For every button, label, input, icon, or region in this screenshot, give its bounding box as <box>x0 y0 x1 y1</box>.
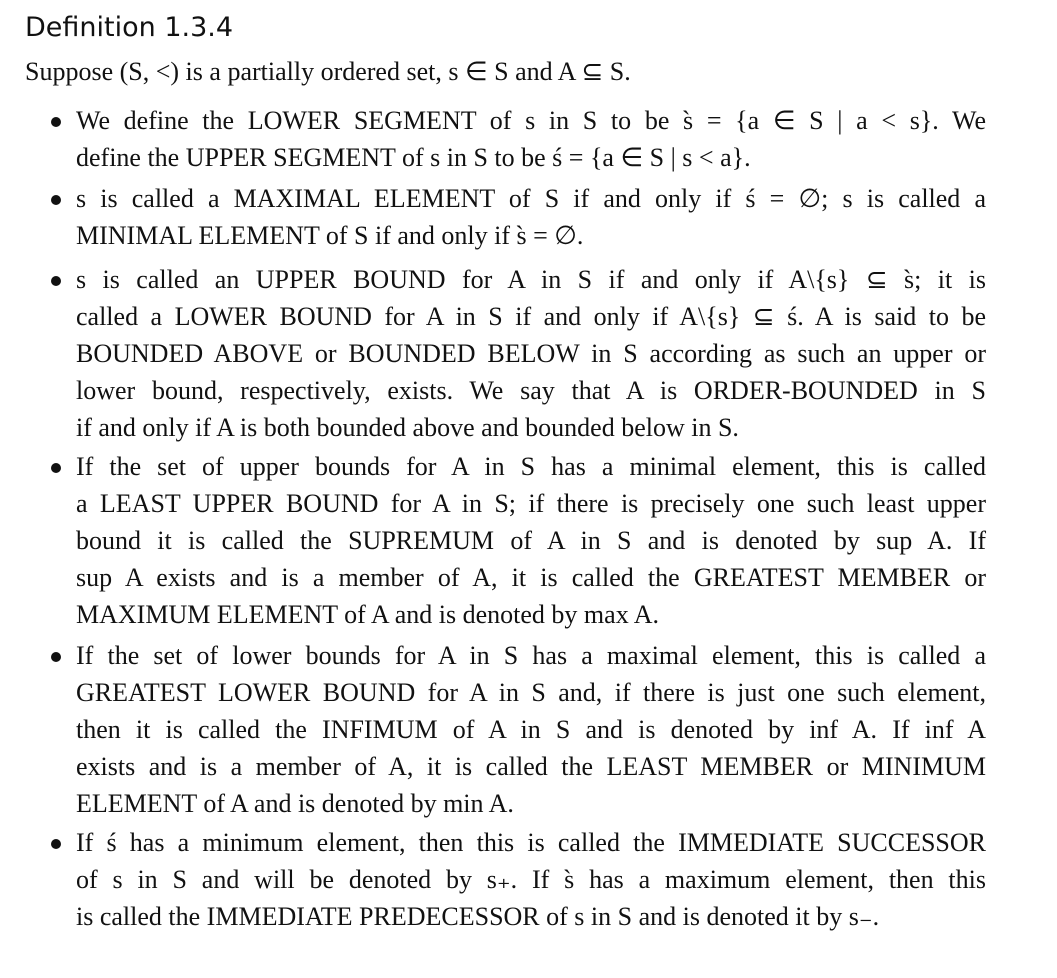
text-line: ELEMENT of A and is denoted by min A. <box>76 789 514 818</box>
definition-intro: Suppose (S, <) is a partially ordered set, s ∈ S and A ⊆ S. <box>25 57 631 86</box>
list-item-text <box>76 824 986 935</box>
text-line: MAXIMUM ELEMENT of A and is denoted by max A. <box>76 600 660 629</box>
bullet-icon <box>51 839 61 849</box>
text-line: lower bound, respectively, exists. We say that A is ORDER-BOUNDED in S <box>76 376 986 405</box>
list-item-text <box>76 448 986 633</box>
text-line: define the UPPER SEGMENT of s in S to be ś = {a ∈ S | s < a}. <box>76 143 751 172</box>
text-line: of s in S and will be denoted by s₊. If s̀ has a maximum element, then this <box>76 865 986 894</box>
text-line: If the set of upper bounds for A in S has a minimal element, this is called <box>76 452 986 481</box>
bullet-icon <box>51 276 61 286</box>
text-line: if and only if A is both bounded above and bounded below in S. <box>76 413 739 442</box>
text-line: s is called an UPPER BOUND for A in S if and only if A\{s} ⊆ s̀; it is <box>76 265 986 294</box>
list-item-text <box>76 180 986 254</box>
bullet-icon <box>51 195 61 205</box>
text-line: called a LOWER BOUND for A in S if and only if A\{s} ⊆ ś. A is said to be <box>76 302 986 331</box>
text-line: sup A exists and is a member of A, it is called the GREATEST MEMBER or <box>76 563 986 592</box>
text-line: MINIMAL ELEMENT of S if and only if s̀ = ∅. <box>76 221 584 250</box>
text-line: We define the LOWER SEGMENT of s in S to be s̀ = {a ∈ S | a < s}. We <box>76 106 986 135</box>
list-item-text <box>76 102 986 176</box>
text-line: is called the IMMEDIATE PREDECESSOR of s in S and is denoted it by s₋. <box>76 902 880 931</box>
text-line: GREATEST LOWER BOUND for A in S and, if there is just one such element, <box>76 678 986 707</box>
text-line: s is called a MAXIMAL ELEMENT of S if and only if ś = ∅; s is called a <box>76 184 986 213</box>
text-line: a LEAST UPPER BOUND for A in S; if there is precisely one such least upper <box>76 489 986 518</box>
bullet-icon <box>51 117 61 127</box>
list-item-text <box>76 637 986 822</box>
text-line: If the set of lower bounds for A in S has a maximal element, this is called a <box>76 641 986 670</box>
text-line: If ś has a minimum element, then this is called the IMMEDIATE SUCCESSOR <box>76 828 986 857</box>
text-line: then it is called the INFIMUM of A in S and is denoted by inf A. If inf A <box>76 715 986 744</box>
definition-heading: Definition 1.3.4 <box>25 12 234 43</box>
bullet-icon <box>51 652 61 662</box>
list-item-text <box>76 261 986 446</box>
text-line: bound it is called the SUPREMUM of A in S and is denoted by sup A. If <box>76 526 986 555</box>
text-line: exists and is a member of A, it is called the LEAST MEMBER or MINIMUM <box>76 752 986 781</box>
text-line: BOUNDED ABOVE or BOUNDED BELOW in S according as such an upper or <box>76 339 986 368</box>
bullet-icon <box>51 463 61 473</box>
